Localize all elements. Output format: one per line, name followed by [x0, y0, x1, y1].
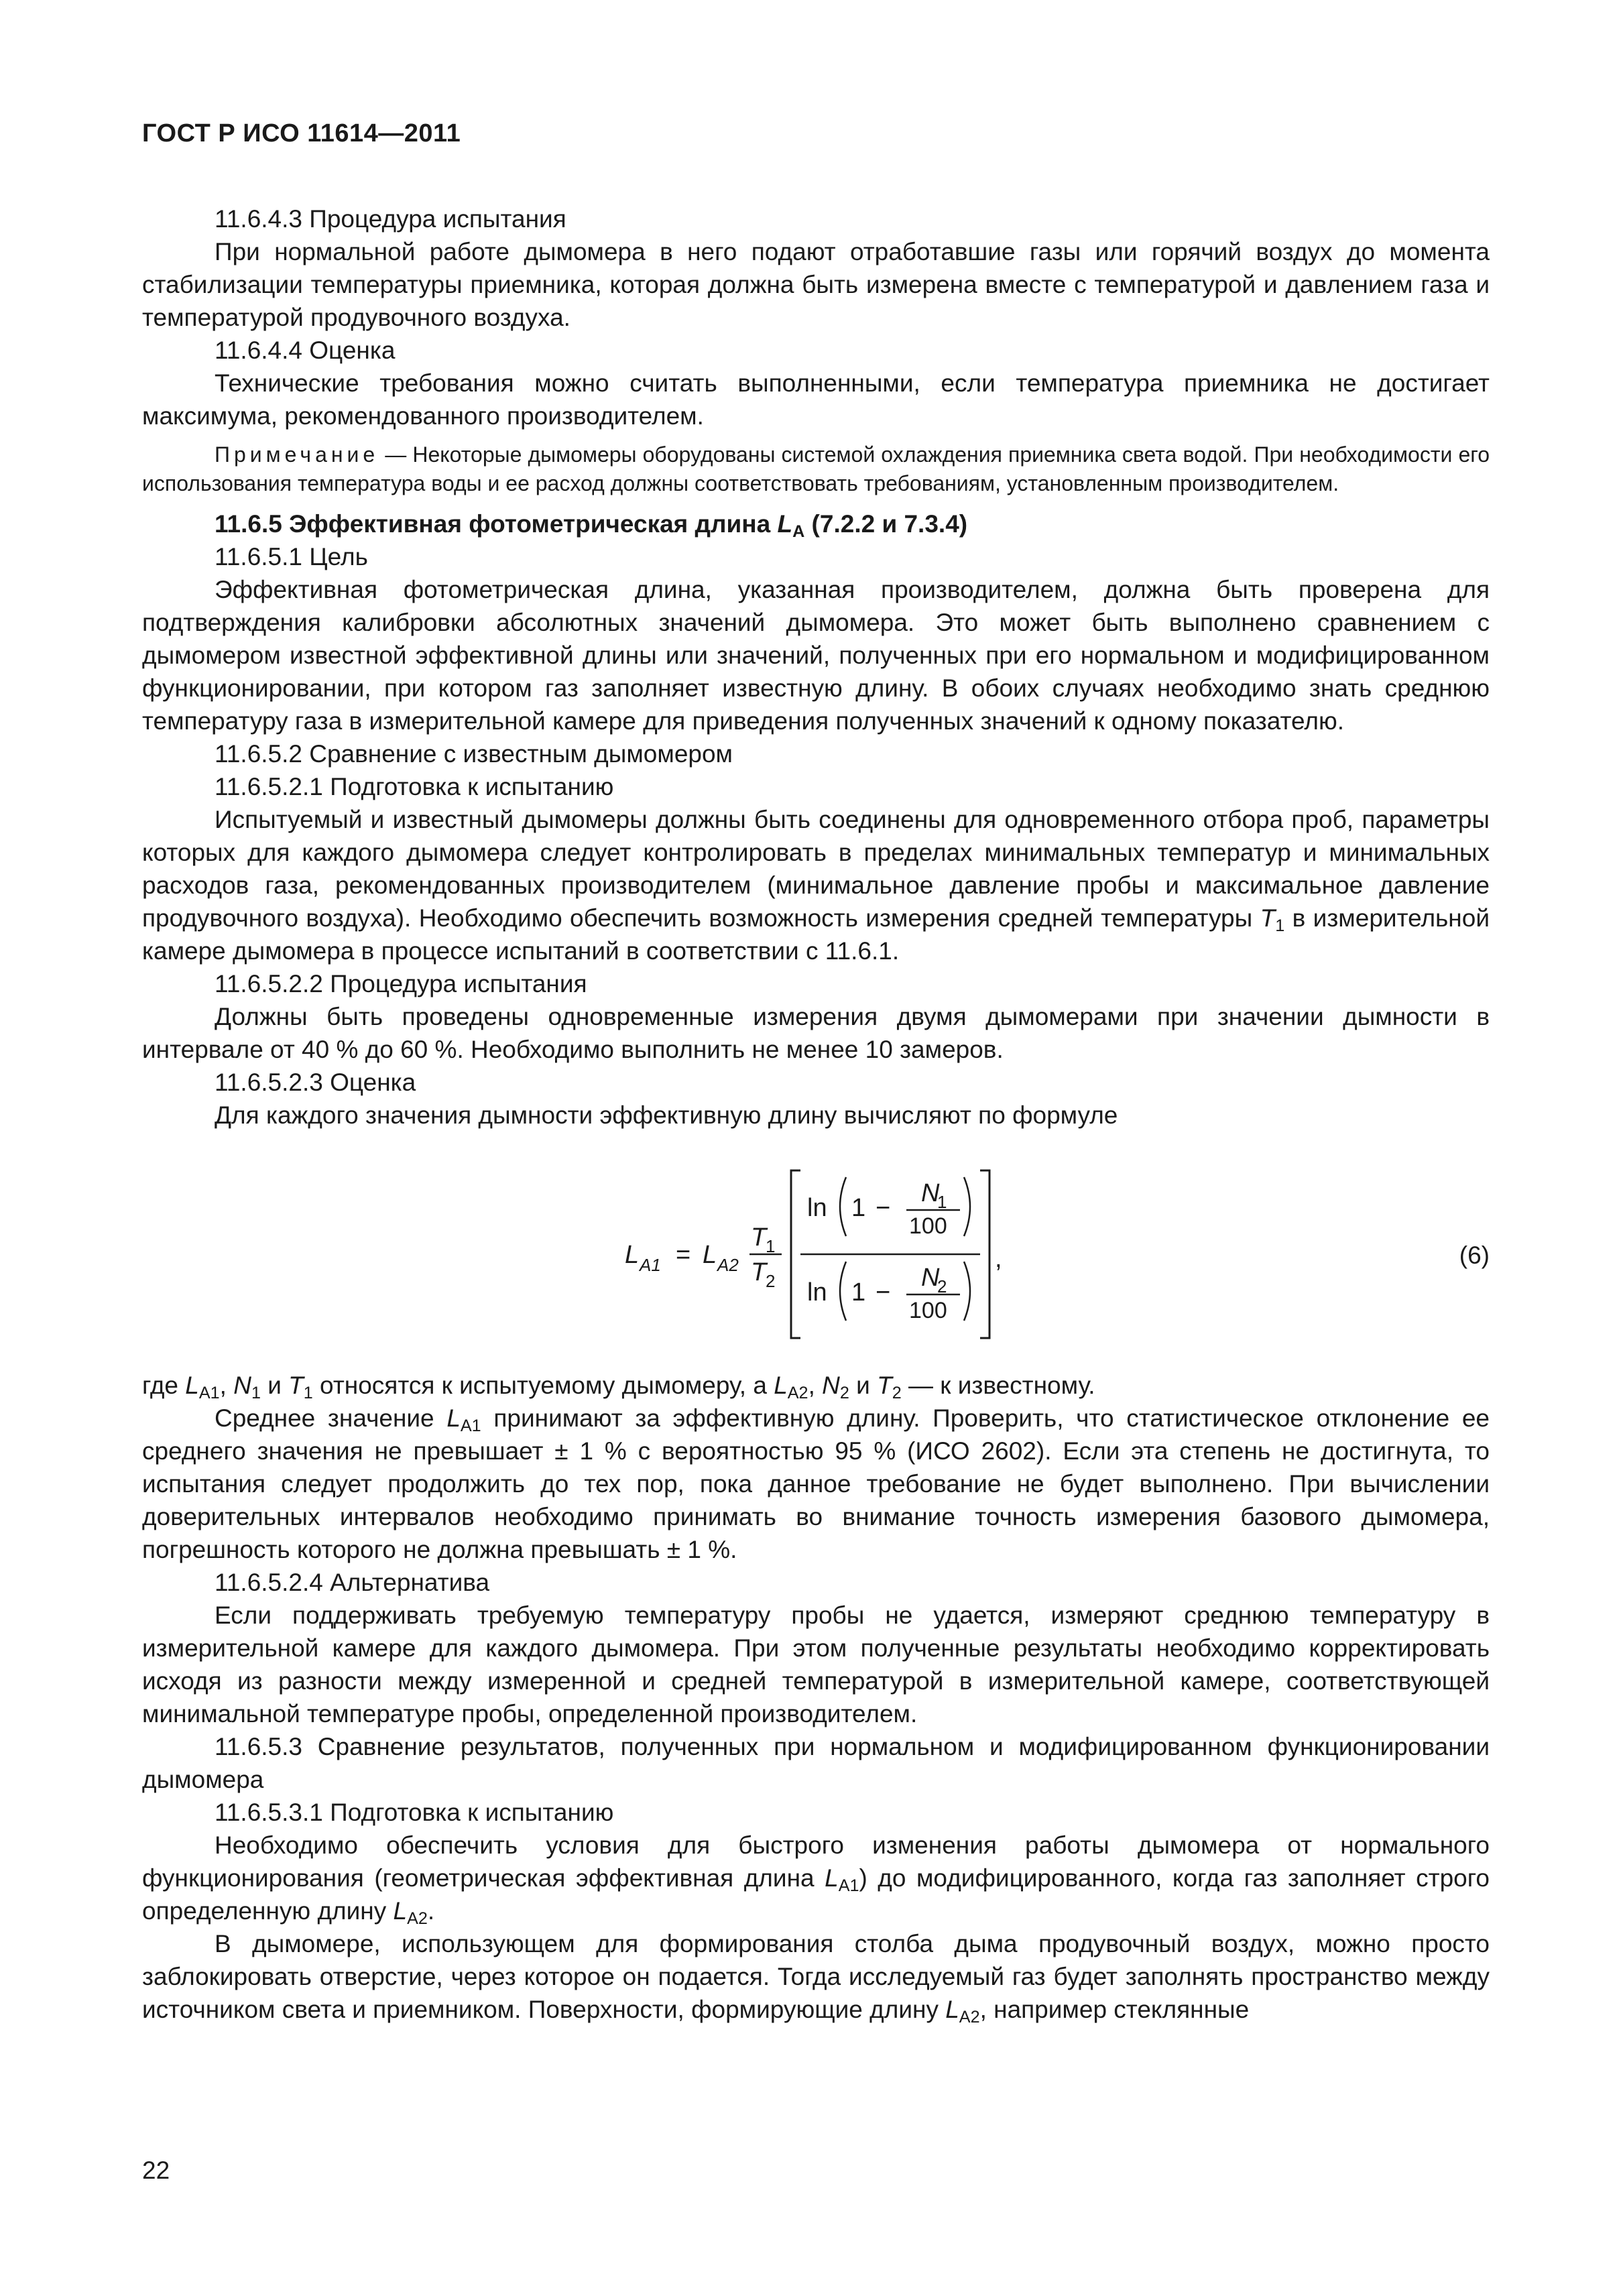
svg-text:−: − [876, 1278, 891, 1307]
paragraph: где $L_{A1}$, $N_1$ и $T_1$ относятся к испытуемому дымомеру, а $L_{A2}$, $N_2$ и $T_2$ — к известному. [142, 1372, 1095, 1403]
note-label: Примечание [215, 442, 379, 467]
section-heading: 11.6.5.2.1 Подготовка к испытанию [215, 773, 614, 800]
svg-text:L: L [703, 1241, 717, 1269]
section-heading: 11.6.5.3 Сравнение результатов, полученных при нормальном и модифицированном функционировании дымомера [142, 1733, 1490, 1793]
svg-text:100: 100 [909, 1298, 947, 1323]
svg-text:100: 100 [909, 1213, 947, 1239]
section-heading: 11.6.4.4 Оценка [215, 337, 396, 364]
svg-text:N: N [921, 1179, 940, 1207]
paragraph: Необходимо обеспечить условия для быстрого изменения работы дымомера от нормального функционирования (геометрическая эффективная длина $L_{A1}$) до модифицированного, когда газ заполняет строго определенную длину $L_{A2}$. [142, 1831, 1490, 1929]
paragraph: Среднее значение $L_{A1}$ принимают за эффективную длину. Проверить, что статистическое отклонение ее среднего значения не превышает ± 1 % с вероятностью 95 % (ИСО 2602). Если эта степень не достигнута, то испытания следует продолжить до тех пор, пока данное требование не будет выполнено. При вычислении доверительных интервалов необходимо принимать во внимание точность измерения базового дымомера, погрешность которого не должна превышать ± 1 %. [142, 1404, 1490, 1563]
svg-text:−: − [876, 1194, 891, 1222]
section-heading: 11.6.5.1 Цель [215, 543, 368, 570]
paragraph: В дымомере, использующем для формирования столба дыма продувочный воздух, можно просто заблокировать отверстие, через которое он подается. Тогда исследуемый газ будет заполнять пространство между источником света и приемником. Поверхности, формирующие длину $L_{A2}$, например стеклянные [142, 1930, 1490, 2027]
formula-6 [142, 1166, 1490, 1342]
section-heading: 11.6.4.3 Процедура испытания [215, 205, 566, 233]
svg-text:ln: ln [807, 1194, 827, 1222]
svg-text:,: , [995, 1245, 1002, 1273]
section-heading-1165: 11.6.5 Эффективная фотометрическая длина $L_A$ (7.2.2 и 7.3.4) [215, 510, 968, 542]
section-heading: 11.6.5.2 Сравнение с известным дымомером [215, 740, 733, 768]
svg-text:2: 2 [937, 1276, 947, 1296]
note-text: — Некоторые дымомеры оборудованы системой охлаждения приемника света водой. При необходимости его использования температура воды и ее расход должны соответствовать требованиям, установленным производителем. [142, 442, 1490, 495]
section-heading: 11.6.5.2.2 Процедура испытания [215, 970, 587, 998]
svg-text:=: = [676, 1241, 691, 1269]
formula-graphic [625, 1166, 1161, 1342]
paragraph: Должны быть проведены одновременные измерения двумя дымомерами при значении дымности в интервале от 40 % до 60 %. Необходимо выполнить не менее 10 замеров. [142, 1003, 1490, 1063]
document-header: ГОСТ Р ИСО 11614—2011 [142, 119, 461, 147]
svg-text:L: L [625, 1241, 640, 1269]
paragraph: При нормальной работе дымомера в него подают отработавшие газы или горячий воздух до момента стабилизации температуры приемника, которая должна быть измерена вместе с температурой и давлением газа и температурой продувочного воздуха. [142, 238, 1490, 331]
page-number: 22 [142, 2157, 170, 2184]
paragraph: Если поддерживать требуемую температуру пробы не удается, измеряют среднюю температуру в измерительной камере для каждого дымомера. При этом полученные результаты необходимо корректировать исходя из разности между измеренной и средней температурой в измерительной камере, соответствующей минимальной температуре пробы, определенной производителем. [142, 1602, 1490, 1728]
svg-text:1: 1 [851, 1278, 866, 1307]
svg-text:1: 1 [766, 1236, 776, 1256]
svg-text:T: T [751, 1223, 767, 1252]
paragraph: Эффективная фотометрическая длина, указанная производителем, должна быть проверена для подтверждения калибровки абсолютных значений дымомера. Это может быть выполнено сравнением с дымомером известной эффективной длины или значений, полученных при его нормальном и модифицированном функционировании, при котором газ заполняет известную длину. В обоих случаях необходимо знать среднюю температуру газа в измерительной камере для приведения полученных значений к одному показателю. [142, 576, 1490, 735]
paragraph: Технические требования можно считать выполненными, если температура приемника не достигает максимума, рекомендованного производителем. [142, 369, 1490, 430]
svg-text:1: 1 [937, 1192, 947, 1212]
svg-text:N: N [921, 1264, 940, 1292]
note [142, 440, 1490, 498]
document-body [142, 202, 1490, 2026]
equation-number: (6) [1459, 1242, 1490, 1269]
section-heading: 11.6.5.2.4 Альтернатива [215, 1569, 490, 1596]
paragraph: Испытуемый и известный дымомеры должны быть соединены для одновременного отбора проб, параметры которых для каждого дымомера следует контролировать в пределах минимальных температур и минимальных расходов газа, рекомендованных производителем (минимальное давление пробы и максимальное давление продувочного воздуха). Необходимо обеспечить возможность измерения средней температуры $T_1$ в измерительной камере дымомера в процессе испытаний в соответствии с 11.6.1. [142, 806, 1490, 965]
svg-text:2: 2 [766, 1271, 776, 1291]
section-heading: 11.6.5.2.3 Оценка [215, 1069, 416, 1096]
paragraph: Для каждого значения дымности эффективную длину вычисляют по формуле [215, 1101, 1118, 1129]
svg-text:T: T [751, 1258, 767, 1286]
section-heading: 11.6.5.3.1 Подготовка к испытанию [215, 1799, 614, 1826]
svg-text:A2: A2 [717, 1255, 739, 1275]
svg-text:1: 1 [851, 1194, 866, 1222]
svg-text:A1: A1 [640, 1255, 661, 1275]
svg-text:ln: ln [807, 1278, 827, 1307]
